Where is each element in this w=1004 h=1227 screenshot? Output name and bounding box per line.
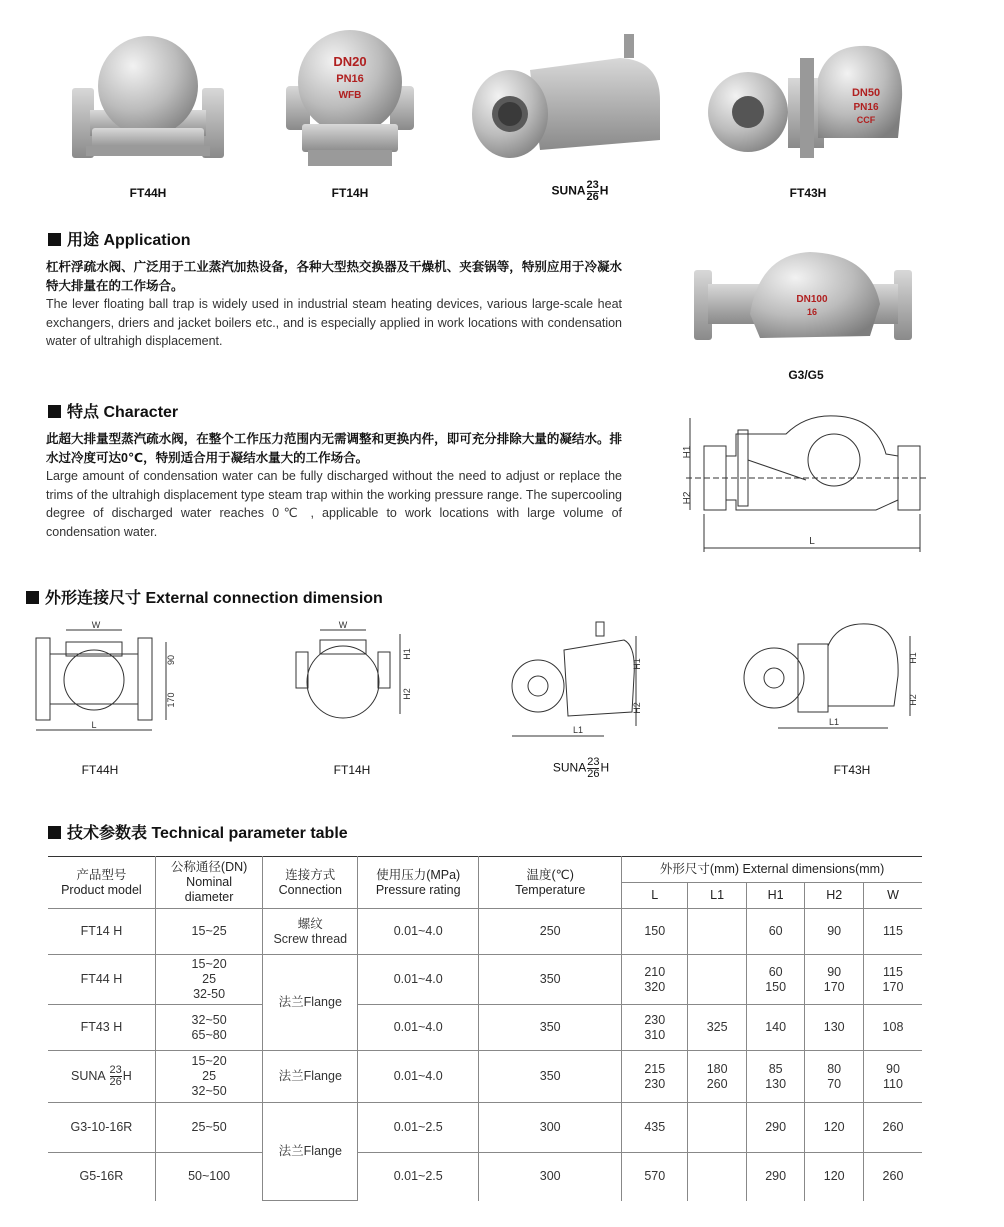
dim-caption-ft14h: FT14H [333, 763, 371, 777]
g3g5-mark-pn: 16 [806, 307, 818, 317]
ft43h-caption: FT43H [789, 186, 827, 200]
ft14h-mark-code: WFB [338, 90, 362, 101]
suna-h2-label: H2 [632, 702, 642, 714]
application-text [46, 258, 622, 351]
ft14h-caption: FT14H [331, 186, 369, 200]
table-row: G5-16R 50~100 0.01~2.5 300 570 290 120 260 [48, 1153, 922, 1201]
section-l-label: L [809, 536, 815, 547]
suna-h1-label: H1 [632, 658, 642, 670]
ft14h-mark-pn: PN16 [336, 73, 364, 85]
technical-parameter-table [48, 856, 922, 1201]
ft14h-h2-label: H2 [402, 688, 412, 700]
suna-dimension-drawing [508, 616, 644, 748]
g3g5-photo [690, 244, 916, 352]
header-l1: L1 [688, 883, 747, 909]
ft44h-90-label: 90 [166, 654, 176, 666]
section-drawing [676, 410, 926, 558]
character-title: 特点 Character [48, 399, 178, 422]
ft43h-mark-code: CCF [856, 115, 876, 125]
ft14h-mark-dn: DN20 [333, 54, 367, 69]
header-external-dimensions: 外形尺寸(mm) External dimensions(mm) [622, 857, 922, 883]
ft44h-photo [68, 28, 228, 168]
suna-caption: SUNA $\frac{23}{26}$ H [551, 179, 609, 203]
ft43h-h2-label: H2 [908, 694, 918, 706]
header-temperature: 温度(℃) Temperature [479, 857, 622, 909]
header-w: W [863, 883, 922, 909]
table-row: SUNA $\frac{23}{26}$ H 15~20 25 32~50 法兰Flange 0.01~4.0 350 215 230 180 260 85 130 80 70 90 110 [48, 1051, 922, 1103]
ft44h-w-label: W [91, 620, 101, 630]
table-row: G3-10-16R 25~50 法兰Flange 0.01~2.5 300 435 290 120 260 [48, 1103, 922, 1153]
table-row: FT14 H 15~25 螺纹 Screw thread 0.01~4.0 250 150 60 90 115 [48, 909, 922, 955]
header-dn: 公称通径(DN) Nominal diameter [155, 857, 263, 909]
character-en: Large amount of condensation water can be fully discharged without the need to adjust or replace the trims of the ultrahigh displacement type steam trap within the working pressure range. The supercooling degree of discharged water reaches 0℃ , applicable to work locations with large volume of condensation water. [46, 469, 622, 539]
character-zh: 此超大排量型蒸汽疏水阀，在整个工作压力范围内无需调整和更换内件，即可充分排除大量的凝结水。排水过冷度可达0℃，特别适合用于凝结水量大的工作场合。 [46, 432, 622, 465]
ft44h-caption: FT44H [129, 186, 167, 200]
application-zh: 杠杆浮疏水阀、广泛用于工业蒸汽加热设备，各种大型热交换器及干燥机、夹套锅等，特别应用于冷凝水特大排量在的工作场合。 [46, 260, 622, 293]
header-connection: 连接方式 Connection [263, 857, 358, 909]
ft44h-l-label: L [91, 720, 97, 730]
ft43h-dimension-drawing [738, 616, 924, 738]
table-row: FT44 H 15~20 25 32-50 法兰Flange 0.01~4.0 350 210 320 60 150 90 170 115 170 [48, 955, 922, 1005]
table-title: 技术参数表 Technical parameter table [48, 820, 348, 843]
section-h2-label: H2 [682, 491, 693, 505]
table-row: FT43 H 32~50 65~80 0.01~4.0 350 230 310 325 140 130 108 [48, 1005, 922, 1051]
application-title: 用途 Application [48, 227, 191, 250]
ft14h-w-label: W [338, 620, 348, 630]
ft44h-170-label: 170 [166, 692, 176, 708]
section-h1-label: H1 [682, 445, 693, 459]
ft43h-l1-label: L1 [828, 717, 840, 727]
g3g5-mark-dn: DN100 [796, 294, 828, 305]
application-en: The lever floating ball trap is widely used in industrial steam heating devices, various large-scale heat exchangers, driers and jacket boilers etc., and is especially applied in work locations with condensation water of ultrahigh displacement. [46, 297, 622, 348]
ft14h-photo [282, 20, 418, 172]
suna-photo [470, 30, 670, 170]
character-text [46, 430, 622, 541]
ft43h-h1-label: H1 [908, 652, 918, 664]
g3g5-caption: G3/G5 [788, 368, 824, 382]
dim-caption-suna: SUNA $\frac{23}{26}$ H [552, 756, 610, 780]
header-h1: H1 [746, 883, 805, 909]
ft14h-dimension-drawing [290, 618, 420, 728]
header-h2: H2 [805, 883, 864, 909]
header-pressure: 使用压力(MPa) Pressure rating [358, 857, 479, 909]
ft43h-photo [708, 38, 908, 170]
ft43h-mark-pn: PN16 [853, 102, 879, 113]
ft14h-h1-label: H1 [402, 648, 412, 660]
ft43h-mark-dn: DN50 [851, 87, 881, 99]
header-model: 产品型号 Product model [48, 857, 155, 909]
dim-caption-ft44h: FT44H [81, 763, 119, 777]
ft44h-dimension-drawing [30, 618, 180, 740]
suna-l1-label: L1 [572, 725, 584, 735]
dim-caption-ft43h: FT43H [833, 763, 871, 777]
header-l: L [622, 883, 688, 909]
external-title: 外形连接尺寸 External connection dimension [26, 585, 383, 608]
